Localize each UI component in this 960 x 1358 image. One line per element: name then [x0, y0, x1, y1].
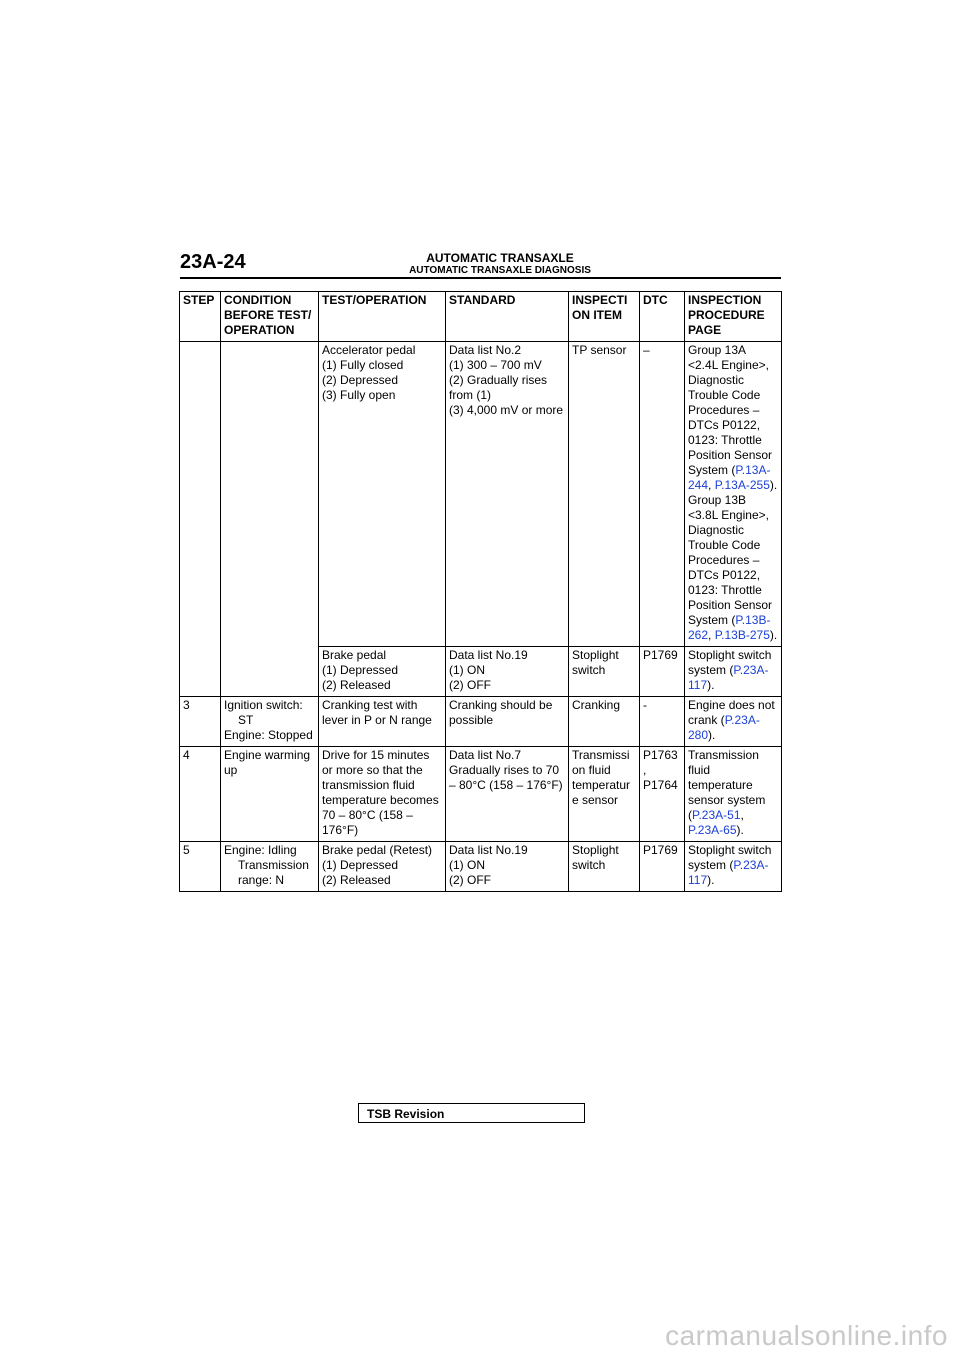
col-header-page: INSPECTION PROCEDURE PAGE [685, 292, 782, 342]
table-row [180, 342, 782, 647]
col-header-step: STEP [180, 292, 221, 342]
test-line: Brake pedal [322, 648, 387, 662]
test-cell: Cranking test with lever in P or N range [319, 697, 446, 747]
standard-line: (3) 4,000 mV or more [449, 403, 564, 417]
diagnosis-table [179, 291, 782, 892]
table-header-row [180, 292, 782, 342]
standard-line: (1) 300 – 700 mV [449, 358, 542, 372]
link-separator: , [708, 478, 715, 492]
dtc-cell: – [640, 342, 685, 647]
page-header [380, 252, 620, 277]
page-link[interactable]: P.13A-244 [688, 463, 771, 492]
standard-line: (2) Gradually rises from (1) [449, 373, 548, 402]
col-header-item: INSPECTI ON ITEM [569, 292, 640, 342]
condition-cell [221, 842, 319, 892]
test-line: Brake pedal (Retest) [322, 843, 433, 857]
step-cell: 3 [180, 697, 221, 747]
inspection-item-cell: Stoplight switch [569, 647, 640, 697]
test-cell [319, 842, 446, 892]
procedure-page-cell [685, 647, 782, 697]
page-link[interactable]: P.13B-262 [688, 613, 771, 642]
procedure-text-end: ). [736, 823, 744, 837]
standard-cell [446, 342, 569, 647]
procedure-text: Stoplight switch system ( [688, 648, 772, 677]
col-header-test: TEST/OPERATION [319, 292, 446, 342]
col-header-dtc: DTC [640, 292, 685, 342]
table-row [180, 747, 782, 842]
test-line: (3) Fully open [322, 388, 396, 402]
section-subtitle: AUTOMATIC TRANSAXLE DIAGNOSIS [409, 265, 591, 276]
standard-line: Data list No.2 [449, 343, 522, 357]
dtc-cell: - [640, 697, 685, 747]
step-cell [180, 342, 221, 697]
link-separator: , [708, 628, 715, 642]
procedure-page-cell [685, 842, 782, 892]
test-cell [319, 647, 446, 697]
test-line: (2) Released [322, 678, 391, 692]
procedure-text: Stoplight switch system ( [688, 843, 772, 872]
col-header-condition: CONDITION BEFORE TEST/ OPERATION [221, 292, 319, 342]
procedure-page-cell [685, 747, 782, 842]
standard-line: Data list No.19 [449, 648, 528, 662]
page-link[interactable]: P.23A-117 [688, 663, 769, 692]
test-cell [319, 342, 446, 647]
page-link[interactable]: P.23A-280 [688, 713, 760, 742]
procedure-text: Transmission fluid temperature sensor system ( [688, 748, 766, 822]
test-line: (2) Released [322, 873, 391, 887]
watermark: carmanualsonline.info [665, 1320, 948, 1351]
standard-line: (2) OFF [449, 678, 491, 692]
section-title: AUTOMATIC TRANSAXLE [426, 251, 574, 265]
dtc-cell: P1769 [640, 647, 685, 697]
test-line: (1) Fully closed [322, 358, 404, 372]
procedure-text-end: ). [769, 478, 778, 492]
procedure-text: Engine does not crank ( [688, 698, 775, 727]
tsb-revision-box: TSB Revision [358, 1103, 585, 1123]
link-separator: , [740, 808, 744, 822]
procedure-text-end: ). [769, 628, 778, 642]
standard-line: (1) ON [449, 663, 485, 677]
dtc-cell: P1769 [640, 842, 685, 892]
step-cell: 5 [180, 842, 221, 892]
procedure-text-end: ). [708, 728, 716, 742]
condition-line: Engine: Stopped [224, 728, 313, 742]
procedure-text: Group 13A <2.4L Engine>, Diagnostic Trouble Code Procedures – DTCs P0122, 0123: Throttle Position Sensor System ( [688, 343, 773, 477]
page-link[interactable]: P.13B-275 [714, 628, 770, 642]
procedure-text-end: ). [707, 678, 715, 692]
step-cell: 4 [180, 747, 221, 842]
dtc-cell: P1763 , P1764 [640, 747, 685, 842]
procedure-text: Group 13B <3.8L Engine>, Diagnostic Trouble Code Procedures – DTCs P0122, 0123: Throttle Position Sensor System ( [688, 493, 773, 627]
test-cell: Drive for 15 minutes or more so that the transmission fluid temperature becomes 70 – 80°C (158 – 176°F) [319, 747, 446, 842]
page-link[interactable]: P.23A-117 [688, 858, 769, 887]
condition-line: Transmission range: N [238, 858, 309, 887]
condition-cell: Engine warming up [221, 747, 319, 842]
table-row [180, 842, 782, 892]
standard-line: Data list No.19 [449, 843, 528, 857]
condition-line: Engine: Idling [224, 843, 297, 857]
test-line: Accelerator pedal [322, 343, 416, 357]
header-divider [180, 277, 781, 279]
page-number: 23A-24 [180, 251, 246, 273]
standard-cell [446, 842, 569, 892]
procedure-page-cell [685, 697, 782, 747]
standard-cell [446, 747, 569, 842]
col-header-standard: STANDARD [446, 292, 569, 342]
standard-line: Data list No.7 [449, 748, 522, 762]
standard-line: (1) ON [449, 858, 485, 872]
page-link[interactable]: P.23A-51 [692, 808, 741, 822]
standard-line: Gradually rises to 70 – 80°C (158 – 176°F) [449, 763, 563, 792]
inspection-item-cell: Transmissi on fluid temperatur e sensor [569, 747, 640, 842]
condition-line: Ignition switch: [224, 698, 303, 712]
test-line: (2) Depressed [322, 373, 399, 387]
condition-cell [221, 697, 319, 747]
condition-cell [221, 342, 319, 697]
inspection-item-cell: TP sensor [569, 342, 640, 647]
standard-cell: Cranking should be possible [446, 697, 569, 747]
test-line: (1) Depressed [322, 858, 399, 872]
test-line: (1) Depressed [322, 663, 399, 677]
standard-cell [446, 647, 569, 697]
page-link[interactable]: P.13A-255 [714, 478, 770, 492]
table-row [180, 697, 782, 747]
inspection-item-cell: Cranking [569, 697, 640, 747]
inspection-item-cell: Stoplight switch [569, 842, 640, 892]
standard-line: (2) OFF [449, 873, 491, 887]
procedure-text-end: ). [707, 873, 715, 887]
condition-line: ST [238, 713, 254, 727]
page-link[interactable]: P.23A-65 [688, 823, 737, 837]
procedure-page-cell [685, 342, 782, 647]
